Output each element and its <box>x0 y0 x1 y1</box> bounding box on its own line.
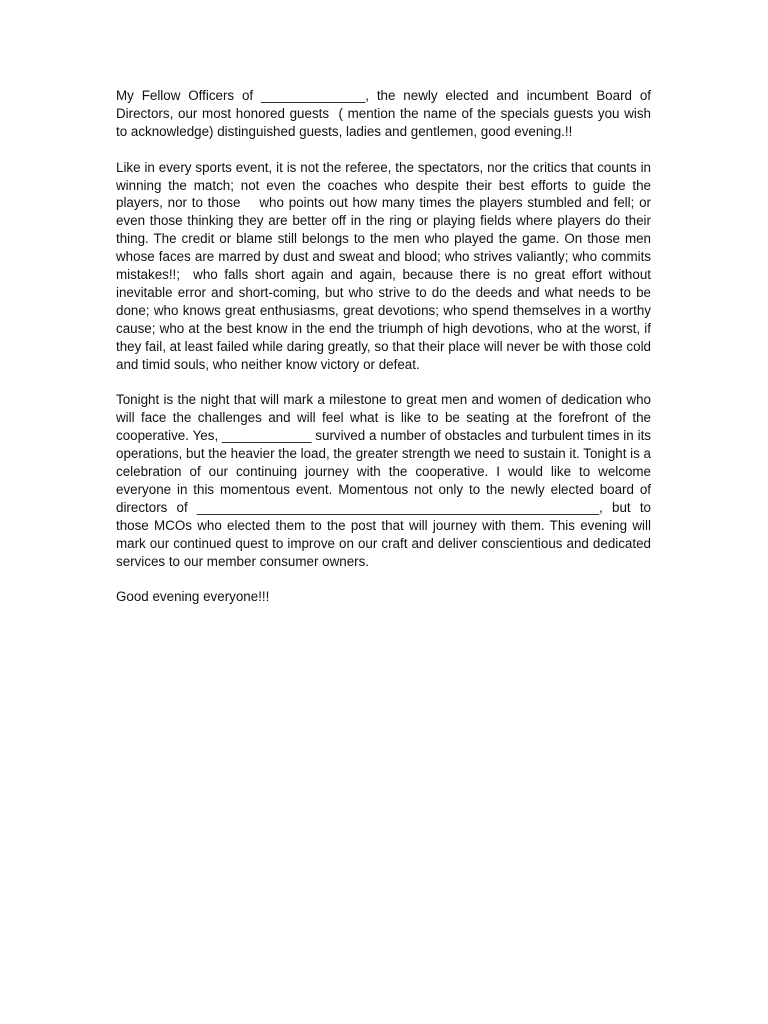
paragraph-greeting: My Fellow Officers of ______________, the newly elected and incumbent Board of Directors, our most honored guests ( mention the name of the specials guests you wish to acknowledge) distinguished guests, ladies and gentlemen, good evening.!! <box>116 88 655 139</box>
paragraph-tonight: Tonight is the night that will mark a milestone to great men and women of dedication who will face the challenges and will feel what is like to be seating at the forefront of the cooperative. Yes, ____________ survived a number of obstacles and turbulent times in its operations, but the heavier the load, the greater strength we need to sustain it. Tonight is a celebration of our continuing journey with the cooperative. I would like to welcome everyone in this momentous event. Momentous not only to the newly elected board of directors of ______________________________________________________, but to those MCOs who elected them to the post that will journey with them. This evening will mark our continued quest to improve on our craft and deliver conscientious and dedicated services to our member consumer owners. <box>116 392 655 569</box>
document-page <box>116 87 655 606</box>
paragraph-sports-analogy: Like in every sports event, it is not the referee, the spectators, nor the critics that counts in winning the match; not even the coaches who despite their best efforts to guide the players, nor to those who points out how many times the players stumbled and fell; or even those thinking they are better off in the ring or playing fields where players do their thing. The credit or blame still belongs to the men who played the game. On those men whose faces are marred by dust and sweat and blood; who strives valiantly; who commits mistakes!!; who falls short again and again, because there is no great effort without inevitable error and short-coming, but who strive to do the deeds and what needs to be done; who knows great enthusiasms, great devotions; who spend themselves in a worthy cause; who at the best know in the end the triumph of high devotions, who at the worst, if they fail, at least failed while daring greatly, so that their place will never be with those cold and timid souls, who neither know victory or defeat. <box>116 159 655 372</box>
paragraph-closing: Good evening everyone!!! <box>116 589 270 605</box>
